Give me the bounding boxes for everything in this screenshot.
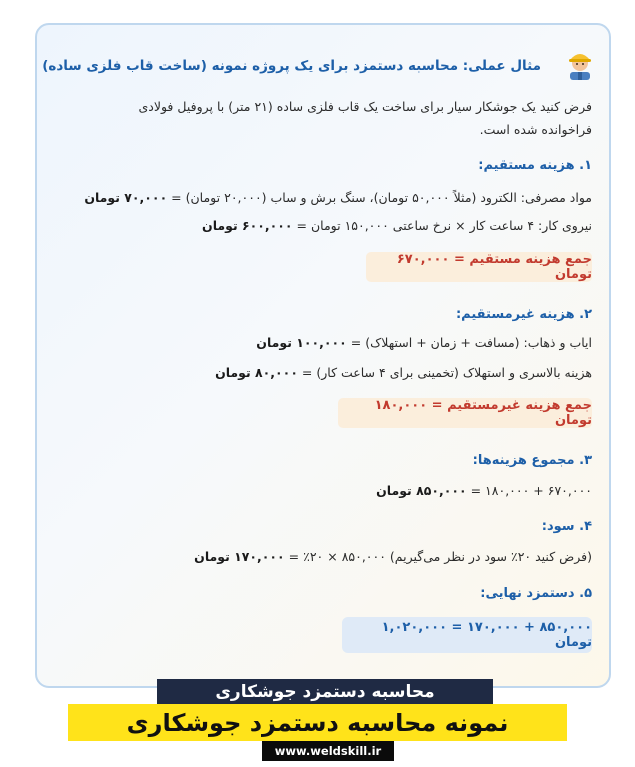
line-value: ۱۷۰,۰۰۰ تومان <box>194 549 285 564</box>
caption-banner: محاسبه دستمزد جوشکاری <box>157 679 493 704</box>
line-value: ۱۰۰,۰۰۰ تومان <box>256 335 347 350</box>
intro-line-1: فرض کنید یک جوشکار سیار برای ساخت یک قاب فلزی ساده (۲۱ متر) با پروفیل فولادی <box>138 99 592 114</box>
line-text: ایاب و ذهاب: (مسافت + زمان + استهلاک) = <box>346 335 592 350</box>
card-title: مثال عملی: محاسبه دستمزد برای یک پروژه نمونه (ساخت قاب فلزی ساده) <box>42 58 541 74</box>
intro-line-2: فراخوانده شده است. <box>479 122 592 137</box>
line-text: (فرض کنید ۲۰٪ سود در نظر می‌گیریم) ۸۵۰,۰۰۰ × ۲۰٪ = <box>284 549 592 564</box>
line-text: مواد مصرفی: الکترود (مثلاً ۵۰,۰۰۰ تومان)، سنگ برش و ساب (۲۰,۰۰۰ تومان) = <box>167 190 592 205</box>
line-value: ۶۰۰,۰۰۰ تومان <box>202 218 293 233</box>
section-1-heading: ۱. هزینه مستقیم: <box>478 158 592 173</box>
section-2-line-2 <box>215 365 592 380</box>
section-4-line-1 <box>194 549 592 564</box>
final-wage-total: ۸۵۰,۰۰۰ + ۱۷۰,۰۰۰ = ۱,۰۲۰,۰۰۰ تومان <box>342 617 592 653</box>
example-card <box>35 23 611 688</box>
line-value: ۸۵۰,۰۰۰ تومان <box>376 483 467 498</box>
indirect-cost-total: جمع هزینه غیرمستقیم = ۱۸۰,۰۰۰ تومان <box>338 398 592 428</box>
section-3-line-1 <box>376 483 592 498</box>
website-link[interactable]: www.weldskill.ir <box>262 741 394 761</box>
section-1-line-2 <box>202 218 592 233</box>
line-value: ۷۰,۰۰۰ تومان <box>84 190 168 205</box>
section-3-heading: ۳. مجموع هزینه‌ها: <box>472 453 592 468</box>
section-4-heading: ۴. سود: <box>541 519 592 534</box>
section-2-heading: ۲. هزینه غیرمستقیم: <box>455 307 592 322</box>
construction-worker-icon <box>563 46 597 80</box>
line-text: نیروی کار: ۴ ساعت کار × نرخ ساعتی ۱۵۰,۰۰۰ تومان = <box>292 218 592 233</box>
line-text: ۶۷۰,۰۰۰ + ۱۸۰,۰۰۰ = <box>466 483 592 498</box>
line-text: هزینه بالاسری و استهلاک (تخمینی برای ۴ ساعت کار) = <box>297 365 592 380</box>
section-5-heading: ۵. دستمزد نهایی: <box>480 586 592 601</box>
section-1-line-1 <box>84 190 592 205</box>
line-value: ۸۰,۰۰۰ تومان <box>215 365 298 380</box>
headline-banner: نمونه محاسبه دستمزد جوشکاری <box>68 704 567 741</box>
direct-cost-total: جمع هزینه مستقیم = ۶۷۰,۰۰۰ تومان <box>366 252 592 282</box>
section-2-line-1 <box>256 335 592 350</box>
